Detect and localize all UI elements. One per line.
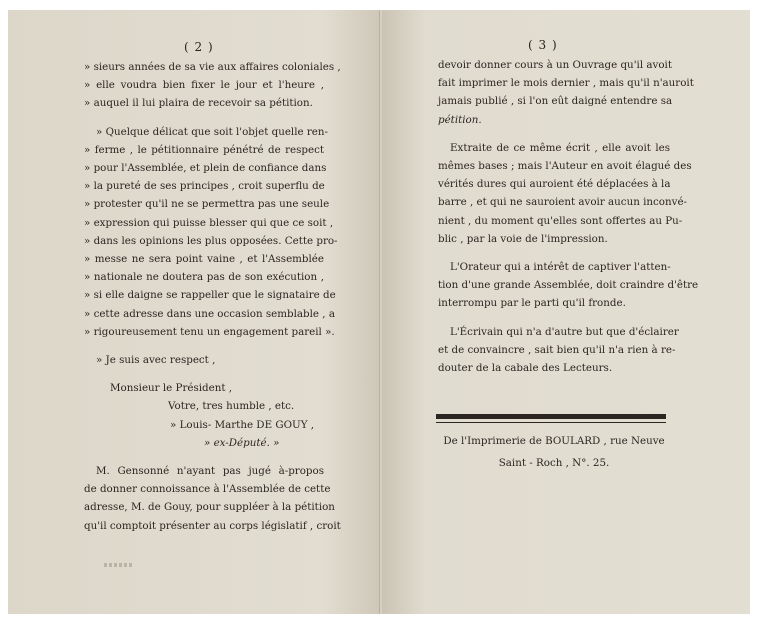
text-line: » dans les opinions les plus opposées. Cette pro-	[84, 234, 338, 247]
text-line: » Quelque délicat que soit l'objet quelle ren-	[96, 125, 328, 138]
imprint	[434, 432, 674, 472]
text-line: vérités dures qui auroient été déplacées à la	[438, 178, 671, 191]
text-line: adresse, M. de Gouy, pour suppléer à la pétition	[84, 501, 335, 514]
book-spread	[8, 10, 750, 614]
text-line: » auquel il lui plaira de recevoir sa pétition.	[84, 97, 313, 110]
left-body	[84, 58, 341, 535]
text-line: et de convaincre , sait bien qu'il n'a rien à re-	[438, 343, 676, 356]
page-number: ( 3 )	[528, 38, 558, 52]
text-line: devoir donner cours à un Ouvrage qu'il avoit	[438, 59, 672, 71]
text-line: mêmes bases ; mais l'Auteur en avoit élagué des	[438, 160, 692, 173]
text-line: » elle voudra bien fixer le jour et l'heure ,	[84, 79, 324, 92]
right-page	[382, 10, 750, 614]
text-line: Extraite de ce même écrit , elle avoit les	[450, 141, 670, 154]
printer-rule-thin	[436, 422, 666, 423]
printer-rule	[436, 414, 666, 419]
text-line: L'Écrivain qui n'a d'autre but que d'éclairer	[450, 325, 679, 338]
text-line: L'Orateur qui a intérêt de captiver l'atten-	[450, 261, 671, 274]
text-line: jamais publié , si l'on eût daigné entendre sa	[438, 95, 673, 108]
signature-line: » Louis- Marthe DE GOUY ,	[170, 418, 315, 431]
imprint-line: Saint - Roch , N°. 25.	[498, 457, 610, 470]
text-line: interrompu par le parti qu'il fronde.	[438, 297, 626, 310]
text-line: » expression qui puisse blesser qui que ce soit ,	[84, 216, 334, 229]
text-line: qu'il comptoit présenter au corps législatif , croit	[84, 519, 341, 532]
right-body	[438, 56, 699, 377]
text-line: » la pureté de ses principes , croit superflu de	[84, 180, 325, 193]
text-line: » pour l'Assemblée, et plein de confiance dans	[84, 162, 327, 175]
text-line: nient , du moment qu'elles sont offertes au Pu-	[438, 214, 683, 227]
text-line: blic , par la voie de l'impression.	[438, 232, 608, 245]
text-line: de donner connoissance à l'Assemblée de cette	[84, 483, 331, 496]
text-line: douter de la cabale des Lecteurs.	[438, 362, 613, 375]
text-line: tion d'une grande Assemblée, doit craindre d'être	[438, 279, 699, 292]
page-number: ( 2 )	[184, 40, 214, 54]
ink-smudge	[104, 563, 132, 567]
text-line: » cette adresse dans une occasion semblable , a	[84, 307, 335, 320]
text-line: » messe ne sera point vaine , et l'Assemblée	[84, 253, 324, 266]
text-line: » rigoureusement tenu un engagement pareil ».	[84, 325, 335, 338]
ex-depute-line: » ex-Député. »	[204, 436, 280, 449]
text-line: fait imprimer le mois dernier , mais qu'il n'auroit	[438, 77, 694, 90]
text-line: » si elle daigne se rappeller que le signataire de	[84, 289, 336, 302]
humble-line: Votre, tres humble , etc.	[168, 400, 295, 413]
salutation-line: Monsieur le Président ,	[110, 382, 233, 395]
text-line: pétition.	[438, 113, 482, 126]
imprint-line: De l'Imprimerie de BOULARD , rue Neuve	[443, 435, 665, 447]
text-line: » nationale ne doutera pas de son exécution ,	[84, 271, 324, 284]
closing-line: » Je suis avec respect ,	[96, 354, 216, 367]
left-page	[8, 10, 380, 614]
text-line: barre , et qui ne sauroient avoir aucun inconvé-	[438, 196, 688, 209]
text-line: » protester qu'il ne se permettra pas une seule	[84, 198, 330, 211]
text-line: » sieurs années de sa vie aux affaires coloniales ,	[84, 61, 341, 73]
text-line: M. Gensonné n'ayant pas jugé à-propos	[96, 465, 324, 478]
text-line: » ferme , le pétitionnaire pénétré de respect	[84, 143, 324, 156]
